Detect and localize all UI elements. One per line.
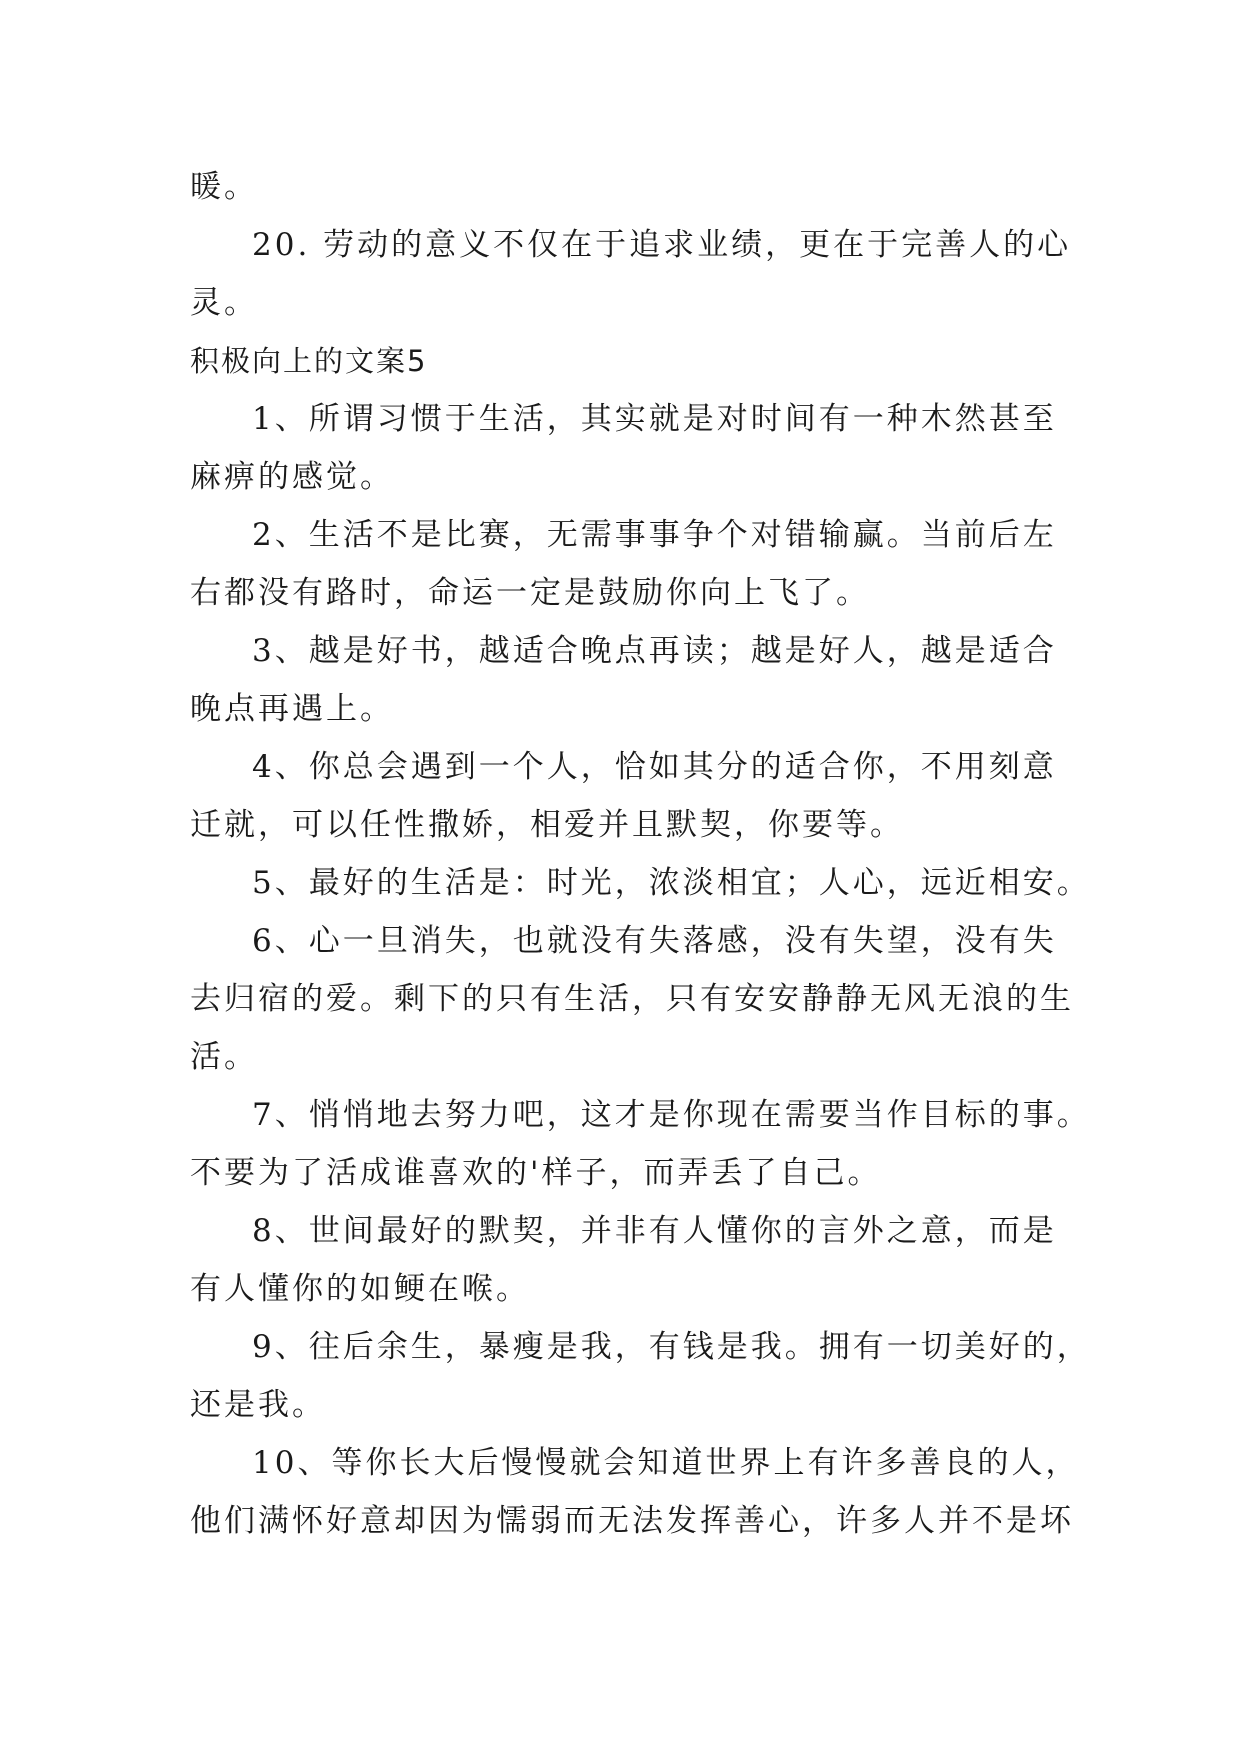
text-line: 他们满怀好意却因为懦弱而无法发挥善心，许多人并不是坏 (190, 1503, 1074, 1539)
document-body (190, 158, 1091, 1550)
text-line: 有人懂你的如鲠在喉。 (190, 1271, 530, 1307)
text-line: 10、等你长大后慢慢就会知道世界上有许多善良的人， (252, 1445, 1080, 1481)
text-line: 8、世间最好的默契，并非有人懂你的言外之意，而是 (252, 1213, 1057, 1249)
text-line: 晚点再遇上。 (190, 691, 394, 727)
text-line: 灵。 (190, 285, 258, 321)
text-line: 暖。 (190, 169, 258, 205)
text-line: 1、所谓习惯于生活，其实就是对时间有一种木然甚至 (252, 401, 1057, 437)
section-heading: 积极向上的文案5 (190, 344, 428, 378)
text-line: 9、往后余生，暴瘦是我，有钱是我。拥有一切美好的， (252, 1329, 1091, 1365)
text-line: 2、生活不是比赛，无需事事争个对错输赢。当前后左 (252, 517, 1057, 553)
text-line: 20. 劳动的意义不仅在于追求业绩，更在于完善人的心 (252, 227, 1072, 263)
text-line: 3、越是好书，越适合晚点再读；越是好人，越是适合 (252, 633, 1057, 669)
text-line: 去归宿的爱。剩下的只有生活，只有安安静静无风无浪的生 (190, 981, 1074, 1017)
text-line: 右都没有路时，命运一定是鼓励你向上飞了。 (190, 575, 870, 611)
text-line: 5、最好的生活是：时光，浓淡相宜；人心，远近相安。 (252, 865, 1091, 901)
text-line: 4、你总会遇到一个人，恰如其分的适合你，不用刻意 (252, 749, 1057, 785)
text-line: 6、心一旦消失，也就没有失落感，没有失望，没有失 (252, 923, 1057, 959)
text-line: 麻痹的感觉。 (190, 459, 394, 495)
text-line: 7、悄悄地去努力吧，这才是你现在需要当作目标的事。 (252, 1097, 1091, 1133)
text-line: 不要为了活成谁喜欢的'样子，而弄丢了自己。 (190, 1155, 882, 1191)
text-line: 活。 (190, 1039, 258, 1075)
text-line: 迁就，可以任性撒娇，相爱并且默契，你要等。 (190, 807, 904, 843)
text-line: 还是我。 (190, 1387, 326, 1423)
